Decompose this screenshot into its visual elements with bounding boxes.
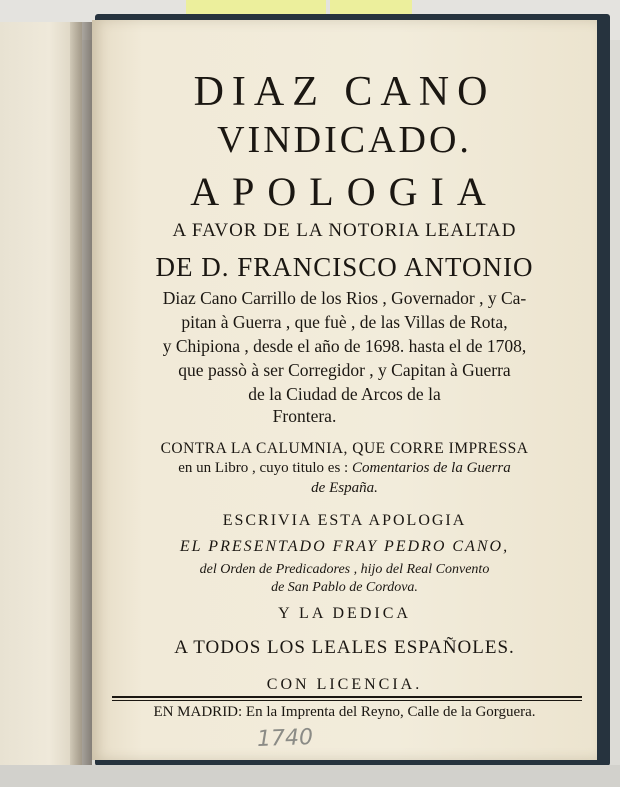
contra-line: CONTRA LA CALUMNIA, QUE CORRE IMPRESSA	[160, 440, 529, 457]
dedica-line: Y LA DEDICA	[278, 605, 411, 622]
body-line-1: Diaz Cano Carrillo de los Rios , Governador , y Ca-	[162, 288, 527, 308]
gutter-shadow	[70, 22, 92, 774]
libro-line-1	[92, 460, 597, 477]
imprint-rule-thin	[112, 700, 582, 701]
pablo-line: de San Pablo de Cordova.	[271, 580, 418, 595]
imprint-rule-thick	[112, 696, 582, 698]
licencia-line: CON LICENCIA.	[266, 676, 423, 693]
title-line-3: APOLOGIA	[190, 169, 499, 214]
name-line: DE D. FRANCISCO ANTONIO	[155, 252, 534, 282]
libro-line-2: de España.	[311, 480, 378, 496]
body-line-4: que passò à ser Corregidor , y Capitan à Guerra	[178, 360, 511, 380]
table-surface	[0, 765, 620, 787]
body-line-5: de la Ciudad de Arcos de la	[248, 384, 441, 404]
title-line-1: DIAZ CANO	[193, 69, 496, 115]
escrivia-line: ESCRIVIA ESTA APOLOGIA	[222, 512, 467, 529]
body-line-6: Frontera.	[272, 406, 337, 426]
imprint-line: EN MADRID: En la Imprenta del Reyno, Calle de la Gorguera.	[153, 704, 536, 720]
todos-line: A TODOS LOS LEALES ESPAÑOLES.	[174, 637, 515, 658]
libro-title: Comentarios de la Guerra	[351, 460, 511, 476]
favor-line: A FAVOR DE LA NOTORIA LEALTAD	[172, 220, 517, 241]
body-line-2: pitan à Guerra , que fuè , de las Villas de Rota,	[181, 312, 508, 332]
body-line-3: y Chipiona , desde el año de 1698. hasta el de 1708,	[162, 336, 527, 356]
orden-line: del Orden de Predicadores , hijo del Real Convento	[199, 562, 490, 577]
title-line-2: VINDICADO.	[217, 119, 472, 161]
presentado-line: EL PRESENTADO FRAY PEDRO CANO,	[179, 538, 510, 555]
libro-prefix: en un Libro , cuyo titulo es :	[178, 460, 349, 476]
title-page	[92, 20, 597, 760]
handwritten-note: 1740	[256, 725, 314, 752]
